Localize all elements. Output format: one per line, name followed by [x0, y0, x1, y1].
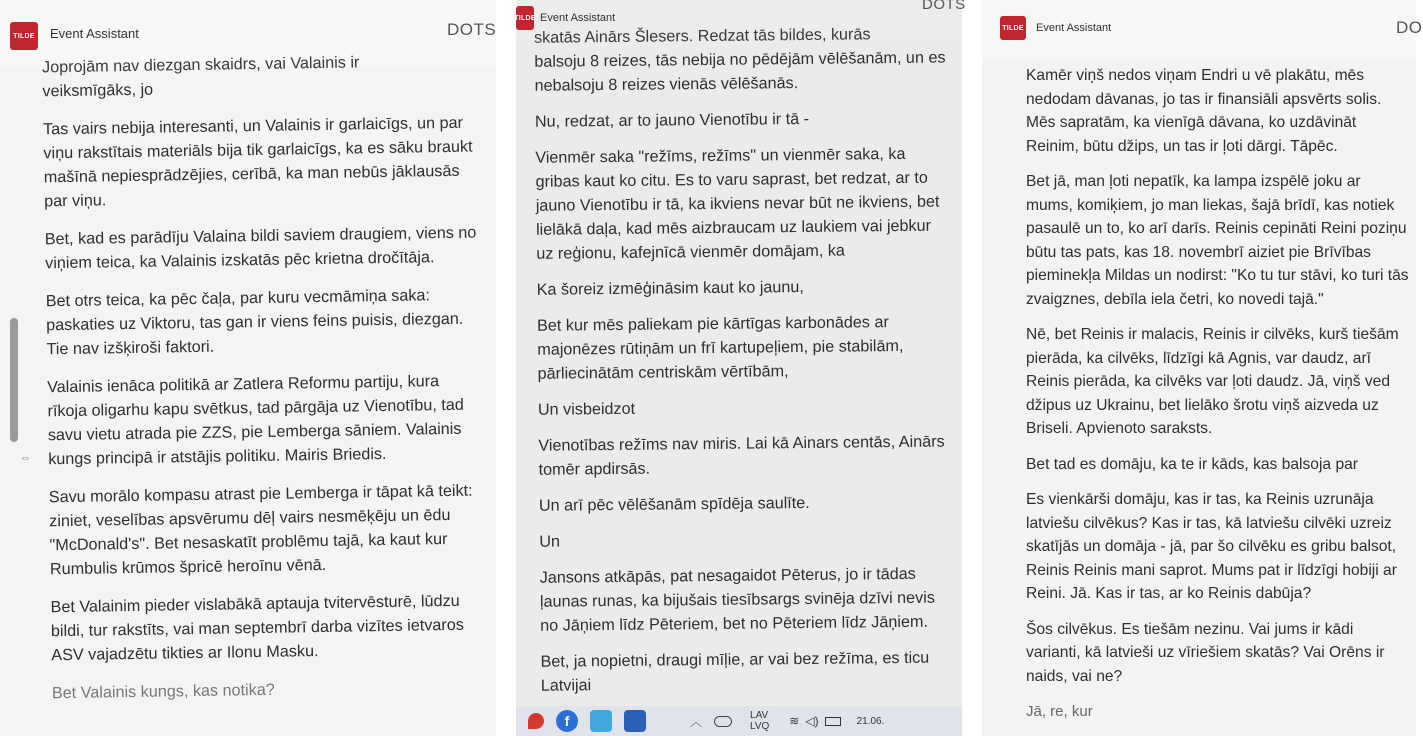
- transcript-paragraph: Bet Valainim pieder vislabākā aptauja tvitervēsturē, lūdzu bildi, tur rakstīts, vai man septembrī darba vizītes ietvaros ASV vajadzētu tikties ar Ilonu Masku.: [50, 591, 464, 665]
- cloud-icon[interactable]: [714, 716, 732, 727]
- transcript-paragraph: Bet, ja nopietni, draugi mīļie, ar vai bez režīma, es ticu Latvijai: [540, 648, 930, 695]
- dots-brand-button[interactable]: DO: [1396, 18, 1423, 37]
- taskbar-date[interactable]: 21.06.: [856, 715, 885, 727]
- screen-photo-right: [982, 0, 1423, 736]
- transcript-paragraph: Bet tad es domāju, ka te ir kāds, kas balsoja par: [1026, 455, 1358, 473]
- windows-taskbar: [516, 706, 962, 736]
- transcript-paragraph: Vienmēr saka "režīms, režīms" un vienmēr saka, ka gribas kaut ko citu. Es to varu saprast, bet redzat, ar to jauno Vienotību ir tā, ka ikviens nevar būt ne ikviens, bet lielākā daļa, kad mēs aizbraucam uz laukiem vai jebkur uz reģionu, kafejnīcā vienmēr domājam, ka: [535, 144, 940, 263]
- partial-top-line: Joprojām nav diezgan skaidrs, vai Valainis ir: [41, 53, 360, 77]
- transcript-paragraph: balsoju 8 reizes, tās nebija no pēdējām vēlēšanām, un es nebalsoju 8 reizes vienās vēlēšanās.: [534, 48, 946, 95]
- maps-pin-icon[interactable]: [528, 713, 544, 729]
- transcript-paragraph: Bet kur mēs paliekam pie kārtīgas karbonādes ar majonēzes rūtiņām un frī kartupeļiem, pie stabilām, pārliecinātām centriskām vērtībām,: [536, 313, 904, 383]
- transcript-paragraph: Jansons atkāpās, pat nesagaidot Pēterus, jo ir tādas ļaunas runas, ka bijušais tiesībsargs svinēja dzīvi nevis no Jāņiem līdz Pēteriem, bet no Pēteriem līdz Jāņiem.: [539, 564, 935, 635]
- screen-photo-left: [0, 0, 496, 736]
- app-title: Event Assistant: [50, 26, 139, 41]
- tilde-logo: TILDE: [1000, 16, 1026, 40]
- transcript-paragraph: Nu, redzat, ar to jauno Vienotību ir tā -: [534, 109, 810, 131]
- wifi-icon[interactable]: ≋: [789, 714, 800, 728]
- facebook-icon[interactable]: f: [556, 710, 578, 732]
- transcript-paragraph: Bet otrs teica, ka pēc čaļa, par kuru vecmāmiņa saka: paskaties uz Viktoru, tas gan ir viens feins puisis, diezgan. Tie nav izšķiroši faktori.: [45, 286, 464, 359]
- resize-arrows-icon[interactable]: ⇔: [20, 452, 31, 464]
- transcript-paragraph: Es vienkārši domāju, kas ir tas, ka Reinis uzrunāja latviešu cilvēkus? Kas ir tas, kā latviešu cilvēki uzreiz skatījās un domāja - jā, par šo cilvēku es gribu balsot, Reinis Reinis mani saprot. Mums pat ir līdzīgi hobiji ar Reini. Jā. Kas ir tas, ar ko Reinis dabūja?: [1026, 491, 1397, 602]
- transcript-text: [982, 64, 1416, 724]
- dots-brand-button[interactable]: DOTS: [447, 20, 497, 39]
- transcript-paragraph: Tas vairs nebija interesanti, un Valainis ir garlaicīgs, un par viņu rakstītais materiāls bija tik garlaicīgs, ka es sāku braukt mašīnā nepiesprādzējies, cerībā, ka man nebūs jāklausās par viņu.: [42, 113, 473, 211]
- chevron-up-icon[interactable]: ︿: [690, 714, 703, 729]
- app-title: Event Assistant: [1036, 22, 1112, 34]
- transcript-text: [516, 25, 969, 710]
- transcript-paragraph: Un visbeidzot: [537, 399, 636, 419]
- transcript-paragraph: Bet jā, man ļoti nepatīk, ka lampa izspēlē joku ar mums, komiķiem, jo man liekas, šajā brīdī, kas notiek pasaulē un to, ko arī darīs. Reinis cepināti Reini poziņu būtu tas pats, kas 18. novembrī aiziet pie Brīvības pieminekļa Mildas un nodirst: "Ko tu tur stāvi, ko turi tās zvaigznes, debīla iela četri, ko novedi tajā.": [1026, 173, 1409, 308]
- transcript-paragraph: Un: [539, 532, 561, 551]
- language-indicator[interactable]: LAV LVQ: [750, 710, 770, 732]
- transcript-paragraph: Valainis ienāca politikā ar Zatlera Reformu partiju, kura rīkoja oligarhu kapu svētkus, tad pārgāja uz Vienotību, tad savu vietu atrada pie ZZS, pie Lemberga sāniem. Valainis kungs principā ir atstājis politiku. Mairis Briedis.: [46, 372, 464, 469]
- transcript-paragraph: Savu morālo kompasu atrast pie Lemberga ir tāpat kā teikt: ziniet, veselības apsvērumu dēļ vairs nesmēķēju un ēdu "McDonald's". Bet nesaskatīt problēmu tajā, ka kaut kur Rumbulis krūmos špricē heroīnu vēnā.: [48, 481, 473, 579]
- transcript-paragraph: veiksmīgāks, jo: [42, 80, 154, 101]
- screen-photo-middle: [514, 0, 966, 736]
- transcript-paragraph: Ka šoreiz izmēģināsim kaut ko jaunu,: [536, 277, 804, 299]
- chat-icon[interactable]: [624, 710, 646, 732]
- transcript-paragraph: Nē, bet Reinis ir malacis, Reinis ir cilvēks, kurš tiešām pierāda, ka cilvēks, līdzīgi kā Agnis, var daudz, arī Reinis pierāda, ka cilvēks var ļoti daudz. Jā, viņš ved džipus uz Ukrainu, bet lielāko šrotu viņš aizveda uz Briseli. Apvienoto saraksts.: [1026, 326, 1399, 437]
- volume-icon[interactable]: ◁): [805, 714, 819, 728]
- partial-top-line: skatās Ainārs Šlesers. Redzat tās bildes, kurās: [533, 25, 871, 47]
- transcript-paragraph: Un arī pēc vēlēšanām spīdēja saulīte.: [538, 493, 810, 515]
- transcript-paragraph: Bet, kad es parādīju Valaina bildi saviem draugiem, viens no viņiem teica, ka Valainis izskatās pēc krietna dročītāja.: [44, 223, 477, 273]
- photos-icon[interactable]: [590, 710, 612, 732]
- transcript-paragraph: Šos cilvēkus. Es tiešām nezinu. Vai jums ir kādi varianti, kā latvieši uz vīriešiem skatās? Vai Orēns ir naids, vai ne?: [1026, 620, 1385, 685]
- app-header: [982, 0, 1423, 58]
- partial-bottom-line: Bet Valainis kungs, kas notika?: [51, 680, 275, 703]
- transcript-paragraph: Kamēr viņš nedos viņam Endri u vē plakātu, mēs nedodam dāvanas, jo tas ir finansiāli apsvērts solis. Mēs sapratām, ka vienīgā dāvana, ko uzdāvināt Reinim, būtu džips, un tas ir ļoti dārgi. Tāpēc.: [1026, 67, 1382, 155]
- transcript-text: [0, 54, 506, 706]
- tilde-logo: TILDE: [10, 22, 38, 50]
- app-title: Event Assistant: [540, 12, 616, 24]
- dots-brand-button[interactable]: DOTS: [922, 0, 966, 13]
- partial-bottom-line: Jā, re, kur: [1026, 703, 1093, 720]
- tilde-logo: TILDE: [516, 6, 534, 30]
- battery-icon[interactable]: [825, 717, 841, 726]
- transcript-paragraph: Vienotības režīms nav miris. Lai kā Ainars centās, Ainārs tomēr apdirsās.: [538, 432, 945, 479]
